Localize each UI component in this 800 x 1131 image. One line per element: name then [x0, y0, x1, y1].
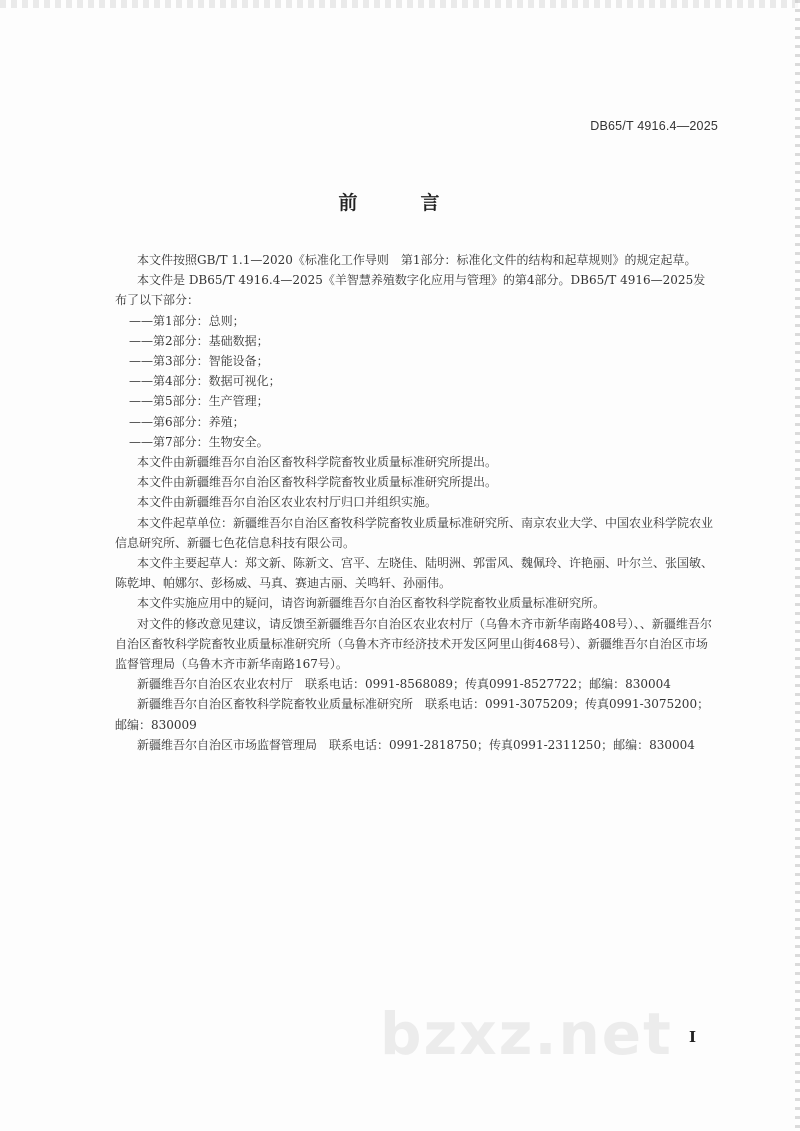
list-item-part-3: ——第3部分：智能设备； — [129, 354, 269, 369]
paragraph-administered-by: 本文件由新疆维吾尔自治区农业农村厅归口并组织实施。 — [137, 495, 438, 510]
document-code: DB65/T 4916.4—2025 — [590, 119, 718, 133]
foreword-body — [115, 250, 715, 755]
scan-edge-top — [0, 0, 800, 8]
page-title: 前 言 — [338, 192, 462, 214]
watermark: bzxz.net — [380, 1000, 673, 1068]
paragraph-feedback: 对文件的修改意见建议，请反馈至新疆维吾尔自治区农业农村厅（乌鲁木齐市新华南路408号）、、新疆维吾尔自治区畜牧科学院畜牧业质量标准研究所（乌鲁木齐市经济技术开发区阿里山街468号）、新疆维吾尔自治区市场监督管理局（乌鲁木齐市新华南路167号）。 — [115, 616, 712, 672]
page-number: I — [688, 1028, 696, 1046]
list-item-part-5: ——第5部分：生产管理； — [129, 394, 269, 409]
list-item-part-2: ——第2部分：基础数据； — [129, 333, 269, 348]
contact-standards-institute: 新疆维吾尔自治区畜牧科学院畜牧业质量标准研究所 联系电话：0991-3075209；传真0991-3075200；邮编：830009 — [115, 697, 710, 732]
contact-market-regulation: 新疆维吾尔自治区市场监督管理局 联系电话：0991-2818750；传真0991-2311250；邮编：830004 — [137, 737, 695, 752]
paragraph-drafters: 本文件主要起草人：郑文新、陈新文、宫平、左晓佳、陆明洲、郭雷风、魏佩玲、许艳丽、叶尔兰、张国敏、陈乾坤、帕娜尔、彭杨威、马真、赛迪古丽、关鸣轩、孙丽伟。 — [115, 556, 714, 591]
list-item-part-7: ——第7部分：生物安全。 — [129, 434, 269, 449]
paragraph-inquiries: 本文件实施应用中的疑问，请咨询新疆维吾尔自治区畜牧科学院畜牧业质量标准研究所。 — [137, 596, 606, 611]
contact-agriculture-dept: 新疆维吾尔自治区农业农村厅 联系电话：0991-8568089；传真0991-8527722；邮编：830004 — [137, 677, 671, 692]
list-item-part-6: ——第6部分：养殖； — [129, 414, 245, 429]
paragraph-proposed-by-repeat: 本文件由新疆维吾尔自治区畜牧科学院畜牧业质量标准研究所提出。 — [137, 475, 498, 490]
paragraph-drafting-units: 本文件起草单位：新疆维吾尔自治区畜牧科学院畜牧业质量标准研究所、南京农业大学、中国农业科学院农业信息研究所、新疆七色花信息科技有限公司。 — [115, 515, 714, 550]
scan-edge-right — [795, 0, 800, 1131]
paragraph-proposed-by: 本文件由新疆维吾尔自治区畜牧科学院畜牧业质量标准研究所提出。 — [137, 455, 498, 470]
paragraph-part-info: 本文件是 DB65/T 4916.4—2025《羊智慧养殖数字化应用与管理》的第4部分。DB65/T 4916—2025发布了以下部分： — [115, 273, 706, 308]
list-item-part-4: ——第4部分：数据可视化； — [129, 374, 281, 389]
list-item-part-1: ——第1部分：总则； — [129, 313, 245, 328]
paragraph-drafting-basis: 本文件按照GB/T 1.1—2020《标准化工作导则 第1部分：标准化文件的结构和起草规则》的规定起草。 — [137, 253, 697, 267]
